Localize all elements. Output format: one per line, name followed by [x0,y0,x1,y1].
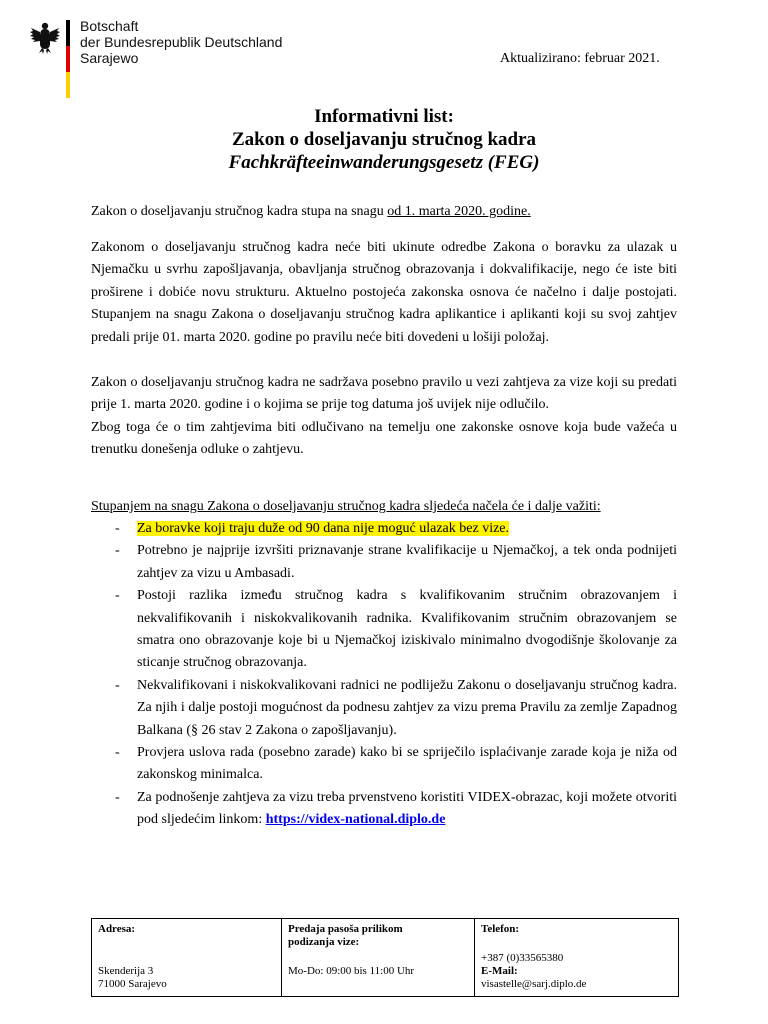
list-item [111,585,677,675]
title-line-2: Zakon o doseljavanju stručnog kadra [231,129,537,150]
paragraph-residence-act: Zakonom o doseljavanju stručnog kadra neće biti ukinute odredbe Zakona o boravku za ulazak u Njemačku u svrhu zapošljavanja, obavljanja stručnog obrazovanja i dokvalifikacije, nego će iste biti proširene i dobiće novu strukturu. Aktuelno postojeća zakonska osnova će načelno i dalje postojati. Stupanjem na snagu Zakona o doseljavanju stručnog kadra aplikantice i aplikanti koji su svoj zahtjev predali prije 01. marta 2020. godine po pravilu neće biti dovedeni u lošiji položaj. [91,240,677,345]
p1-text: Zakon o doseljavanju stručnog kadra stupa na snagu [91,204,388,219]
passport-cell [282,919,475,996]
title-line-1: Informativni list: [314,106,454,127]
address-line-2: 71000 Sarajevo [98,978,167,990]
update-date: Aktualizirano: februar 2021. [500,51,660,66]
principles-intro: Stupanjem na snagu Zakona o doseljavanju stručnog kadra sljedeća načela će i dalje važiti: [91,499,601,514]
videx-link[interactable]: https://videx-national.diplo.de [265,812,446,828]
embassy-name [80,18,282,66]
passport-label-1: Predaja pasoša prilikom [288,923,403,935]
embassy-line-1: Botschaft [80,18,139,34]
list-item [111,787,677,832]
bullet-dash: - [115,677,120,693]
effective-date: od 1. marta 2020. godine. [387,204,531,219]
document-title [0,105,768,174]
bullet-dash: - [115,588,120,604]
address-cell [92,919,282,996]
paragraph-effective-date [91,201,677,223]
list-item [111,518,677,540]
embassy-line-2: der Bundesrepublik Deutschland [80,34,283,50]
address-label: Adresa: [98,923,136,935]
list-item-text: Za podnošenje zahtjeva za vizu treba prvenstveno koristiti VIDEX-obrazac, koji možete otvoriti pod sljedećim linkom: [137,789,677,828]
list-item-text: Nekvalifikovani i niskokvalikovani radnici ne podliježu Zakonu o doseljavanju stručnog kadra. Za njih i dalje postoji mogućnost da podnesu zahtjev za vizu prema Pravilu za zemlje Zapadnog Balkana (§ 26 stav 2 Zakona o zapošljavanju). [137,677,677,738]
passport-label-2: podizanja vize: [288,936,360,948]
title-line-3: Fachkräfteeinwanderungsgesetz (FEG) [228,152,540,173]
passport-hours: Mo-Do: 09:00 bis 11:00 Uhr [288,965,415,977]
federal-eagle-icon [30,20,60,54]
bullet-dash: - [115,543,120,559]
embassy-line-3: Sarajewo [80,50,139,66]
list-item-text: Postoji razlika između stručnog kadra s kvalifikovanim stručnim obrazovanjem i nekvalifikovanih i niskokvalikovanih radnika. Kvalifikovanim stručnim obrazovanjem se smatra ono obrazovanje koje bi u Njemačkoj iziskivalo minimalno dvogodišnje školovanje za sticanje stručnog obrazovanja. [137,588,677,671]
list-item-text: Za boravke koji traju duže od 90 dana nije moguć ulazak bez vize. [137,521,510,536]
list-item [111,540,677,585]
german-flag-stripe [66,20,70,98]
bullet-dash: - [115,789,120,805]
list-item-text: Provjera uslova rada (posebno zarade) kako bi se spriječilo isplaćivanje zarade koja je niža od zakonskog minimalca. [137,745,677,783]
bullet-dash: - [115,521,120,536]
list-item [111,675,677,742]
paragraph-pending-applications: Zakon o doseljavanju stručnog kadra ne sadržava posebno pravilo u vezi zahtjeva za vize koji su predati prije 1. marta 2020. godine i o kojima se prije tog datuma još uvijek nije odlučilo. [91,375,677,413]
list-item-text: Potrebno je najprije izvršiti priznavanje strane kvalifikacije u Njemačkoj, a tek onda podnijeti zahtjev za vizu u Ambasadi. [137,543,677,581]
list-item [111,742,677,787]
email-label: E-Mail: [481,965,518,977]
phone-number: +387 (0)33565380 [481,952,564,964]
phone-cell [475,919,678,996]
bullet-dash: - [115,745,120,761]
phone-label: Telefon: [481,923,520,935]
contact-table [91,918,679,997]
principles-list [111,518,677,832]
email-address[interactable]: visastelle@sarj.diplo.de [481,978,587,990]
paragraph-decision-basis: Zbog toga će o tim zahtjevima biti odlučivano na temelju one zakonske osnove koja bude važeća u trenutku donešenja odluke o zahtjevu. [91,420,677,458]
address-line-1: Skenderija 3 [98,965,154,977]
